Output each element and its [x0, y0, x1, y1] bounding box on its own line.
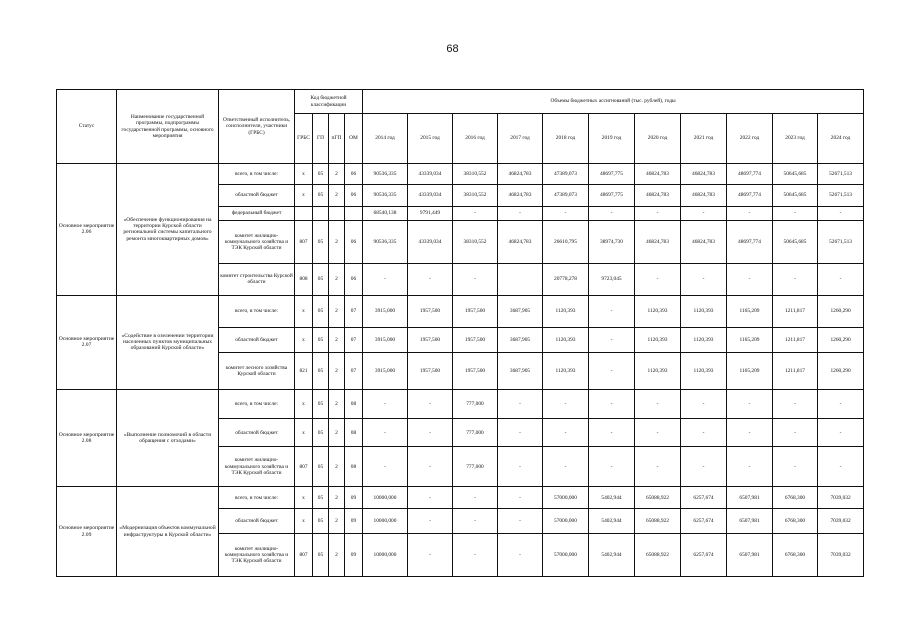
value-cell: - — [773, 447, 818, 487]
value-cell: - — [727, 389, 773, 419]
code-cell-gp: 05 — [313, 419, 329, 447]
code-cell-om: 08 — [345, 447, 363, 487]
value-cell: 48697,774 — [727, 164, 773, 185]
header-status: Статус — [57, 90, 117, 164]
value-cell: - — [635, 419, 681, 447]
value-cell: 1957,500 — [453, 295, 498, 327]
code-cell-gp: 05 — [313, 508, 329, 534]
value-cell: - — [727, 447, 773, 487]
header-year: 2016 год — [453, 114, 498, 164]
table-row — [57, 295, 864, 327]
code-cell-gp: 05 — [313, 447, 329, 487]
code-cell-pgp: 2 — [329, 327, 345, 353]
budget-allocation-table — [56, 89, 864, 577]
value-cell: 3915,000 — [363, 295, 408, 327]
value-cell: 46824,783 — [635, 221, 681, 264]
code-cell-gp: 05 — [313, 185, 329, 206]
value-cell: - — [773, 419, 818, 447]
code-cell-om: 07 — [345, 353, 363, 389]
value-cell: - — [818, 389, 864, 419]
code-cell-om: 07 — [345, 327, 363, 353]
value-cell: - — [453, 534, 498, 577]
value-cell: - — [681, 264, 727, 296]
code-cell-gp: 05 — [313, 534, 329, 577]
value-cell: 5402,944 — [589, 487, 635, 508]
value-cell: 3687,905 — [498, 327, 543, 353]
value-cell: - — [408, 534, 453, 577]
value-cell: - — [681, 206, 727, 221]
value-cell: 48697,774 — [727, 221, 773, 264]
code-cell-om: 06 — [345, 164, 363, 185]
value-cell: - — [408, 264, 453, 296]
code-cell-pgp: 2 — [329, 487, 345, 508]
value-cell: 48697,774 — [727, 185, 773, 206]
value-cell: - — [543, 206, 589, 221]
executor-cell: федеральный бюджет — [219, 206, 295, 221]
value-cell: - — [453, 487, 498, 508]
value-cell: 52671,513 — [818, 221, 864, 264]
value-cell: - — [498, 534, 543, 577]
header-year: 2015 год — [408, 114, 453, 164]
value-cell: 7039,032 — [818, 534, 864, 577]
code-cell-pgp — [329, 206, 345, 221]
executor-cell: комитет лесного хозяйства Курской области — [219, 353, 295, 389]
measure-name-cell: «Модернизация объектов коммунальной инфраструктуры в Курской области» — [117, 487, 219, 577]
value-cell: 90536,335 — [363, 185, 408, 206]
status-cell: Основное мероприятие 2.09 — [57, 487, 117, 577]
code-cell-gp: 05 — [313, 389, 329, 419]
value-cell: 38310,552 — [453, 164, 498, 185]
code-cell-pgp: 2 — [329, 185, 345, 206]
executor-cell: областной бюджет — [219, 419, 295, 447]
header-name: Наименование государственной программы, подпрограммы государственной программы, основного мероприятия — [117, 90, 219, 164]
value-cell: 65088,922 — [635, 508, 681, 534]
value-cell: 5402,944 — [589, 508, 635, 534]
value-cell: 65088,922 — [635, 487, 681, 508]
code-cell-om: 09 — [345, 508, 363, 534]
value-cell: 1165,209 — [727, 353, 773, 389]
code-cell-grbs: х — [295, 295, 313, 327]
value-cell: - — [589, 389, 635, 419]
value-cell: 38310,552 — [453, 221, 498, 264]
value-cell: - — [635, 389, 681, 419]
value-cell: - — [408, 447, 453, 487]
code-cell-pgp: 2 — [329, 221, 345, 264]
value-cell: 46824,783 — [498, 221, 543, 264]
executor-cell: областной бюджет — [219, 327, 295, 353]
value-cell: 20778,278 — [543, 264, 589, 296]
code-cell-om: 09 — [345, 487, 363, 508]
value-cell: 1120,393 — [543, 353, 589, 389]
header-code-col: пГП — [329, 114, 345, 164]
value-cell: 10000,000 — [363, 508, 408, 534]
value-cell: - — [498, 487, 543, 508]
value-cell: 6257,674 — [681, 487, 727, 508]
value-cell: 9723,045 — [589, 264, 635, 296]
code-cell-gp: 05 — [313, 221, 329, 264]
header-year: 2023 год — [773, 114, 818, 164]
value-cell: 1260,290 — [818, 327, 864, 353]
value-cell: 6768,300 — [773, 487, 818, 508]
header-code-group: Код бюджетной классификации — [295, 90, 363, 114]
executor-cell: всего, в том числе: — [219, 164, 295, 185]
executor-cell: областной бюджет — [219, 508, 295, 534]
value-cell: 1165,209 — [727, 295, 773, 327]
header-code-col: ГП — [313, 114, 329, 164]
code-cell-gp: 05 — [313, 487, 329, 508]
value-cell: - — [727, 419, 773, 447]
code-cell-om — [345, 206, 363, 221]
value-cell: 47389,073 — [543, 164, 589, 185]
value-cell: 46824,783 — [635, 164, 681, 185]
value-cell: - — [589, 419, 635, 447]
value-cell: - — [363, 419, 408, 447]
value-cell: 46824,783 — [681, 185, 727, 206]
value-cell: 1120,393 — [635, 353, 681, 389]
code-cell-pgp: 2 — [329, 419, 345, 447]
code-cell-om: 06 — [345, 264, 363, 296]
value-cell: 6768,300 — [773, 534, 818, 577]
value-cell: 6257,674 — [681, 508, 727, 534]
value-cell: 50645,685 — [773, 221, 818, 264]
code-cell-pgp: 2 — [329, 295, 345, 327]
value-cell: 1120,393 — [543, 295, 589, 327]
value-cell: - — [818, 264, 864, 296]
code-cell-grbs: х — [295, 164, 313, 185]
code-cell-grbs: 807 — [295, 221, 313, 264]
value-cell: 1120,393 — [681, 327, 727, 353]
code-cell-pgp: 2 — [329, 508, 345, 534]
value-cell: - — [363, 264, 408, 296]
value-cell: 1120,393 — [543, 327, 589, 353]
code-cell-om: 08 — [345, 389, 363, 419]
value-cell: 6507,981 — [727, 534, 773, 577]
value-cell: 43339,034 — [408, 221, 453, 264]
value-cell: - — [727, 206, 773, 221]
value-cell: - — [589, 295, 635, 327]
value-cell: 9791,449 — [408, 206, 453, 221]
table-row — [57, 389, 864, 419]
value-cell: - — [681, 389, 727, 419]
executor-cell: комитет жилищно-коммунального хозяйства и ТЭК Курской области — [219, 447, 295, 487]
value-cell: - — [773, 389, 818, 419]
value-cell: - — [635, 264, 681, 296]
value-cell: - — [543, 447, 589, 487]
value-cell: 38310,552 — [453, 185, 498, 206]
value-cell: 52671,513 — [818, 164, 864, 185]
value-cell: - — [498, 508, 543, 534]
code-cell-grbs: х — [295, 185, 313, 206]
value-cell: - — [681, 447, 727, 487]
value-cell: 7039,032 — [818, 508, 864, 534]
table-row — [57, 164, 864, 185]
header-year: 2021 год — [681, 114, 727, 164]
value-cell: - — [589, 353, 635, 389]
value-cell: 43339,034 — [408, 164, 453, 185]
code-cell-grbs: х — [295, 508, 313, 534]
value-cell: 1120,393 — [681, 353, 727, 389]
value-cell: - — [498, 206, 543, 221]
value-cell: - — [408, 419, 453, 447]
code-cell-grbs: 808 — [295, 264, 313, 296]
value-cell: 1957,500 — [453, 353, 498, 389]
value-cell: 68540,138 — [363, 206, 408, 221]
value-cell: 46824,783 — [681, 221, 727, 264]
value-cell: - — [363, 389, 408, 419]
code-cell-grbs: х — [295, 327, 313, 353]
value-cell: - — [589, 206, 635, 221]
code-cell-pgp: 2 — [329, 447, 345, 487]
value-cell: 38974,730 — [589, 221, 635, 264]
executor-cell: комитет жилищно-коммунального хозяйства и ТЭК Курской области — [219, 221, 295, 264]
value-cell: 3687,905 — [498, 295, 543, 327]
value-cell: 1957,500 — [408, 295, 453, 327]
value-cell: 3915,000 — [363, 353, 408, 389]
measure-name-cell: «Выполнение полномочий в области обращения с отходами» — [117, 389, 219, 487]
value-cell: 777,000 — [453, 447, 498, 487]
code-cell-gp: 05 — [313, 353, 329, 389]
value-cell: 1260,290 — [818, 295, 864, 327]
code-cell-om: 08 — [345, 419, 363, 447]
value-cell: 1957,500 — [408, 327, 453, 353]
value-cell: 46824,783 — [681, 164, 727, 185]
value-cell: - — [408, 389, 453, 419]
code-cell-gp: 05 — [313, 295, 329, 327]
value-cell: - — [818, 206, 864, 221]
value-cell: 1211,817 — [773, 295, 818, 327]
value-cell: 1120,393 — [635, 295, 681, 327]
code-cell-pgp: 2 — [329, 264, 345, 296]
code-cell-pgp: 2 — [329, 389, 345, 419]
value-cell: 3687,905 — [498, 353, 543, 389]
executor-cell: комитет жилищно-коммунального хозяйства и ТЭК Курской области — [219, 534, 295, 577]
value-cell: 6768,300 — [773, 508, 818, 534]
value-cell: - — [543, 419, 589, 447]
value-cell: - — [818, 447, 864, 487]
code-cell-gp: 05 — [313, 164, 329, 185]
value-cell — [498, 264, 543, 296]
value-cell: 90536,335 — [363, 164, 408, 185]
value-cell: 46824,783 — [498, 164, 543, 185]
code-cell-grbs: х — [295, 389, 313, 419]
value-cell: 777,000 — [453, 389, 498, 419]
header-year: 2018 год — [543, 114, 589, 164]
value-cell: 10000,000 — [363, 534, 408, 577]
value-cell: - — [453, 264, 498, 296]
code-cell-om: 09 — [345, 534, 363, 577]
value-cell: - — [453, 508, 498, 534]
value-cell: 43339,034 — [408, 185, 453, 206]
value-cell: 6507,981 — [727, 487, 773, 508]
value-cell: - — [773, 264, 818, 296]
value-cell: 26610,795 — [543, 221, 589, 264]
header-year: 2014 год — [363, 114, 408, 164]
header-year: 2017 год — [498, 114, 543, 164]
header-volume-group: Объемы бюджетных ассигнований (тыс. рублей), годы — [363, 90, 864, 114]
code-cell-om: 06 — [345, 185, 363, 206]
value-cell: 90536,335 — [363, 221, 408, 264]
header-code-col: ОМ — [345, 114, 363, 164]
value-cell: 57000,000 — [543, 534, 589, 577]
code-cell-pgp: 2 — [329, 353, 345, 389]
header-year: 2019 год — [589, 114, 635, 164]
value-cell: 1260,290 — [818, 353, 864, 389]
value-cell: - — [818, 419, 864, 447]
code-cell-pgp: 2 — [329, 164, 345, 185]
header-code-col: ГРБС — [295, 114, 313, 164]
value-cell: 777,000 — [453, 419, 498, 447]
value-cell: - — [363, 447, 408, 487]
value-cell: 50645,685 — [773, 164, 818, 185]
value-cell: 6507,981 — [727, 508, 773, 534]
value-cell: - — [543, 389, 589, 419]
value-cell: - — [453, 206, 498, 221]
value-cell: 1211,817 — [773, 327, 818, 353]
code-cell-om: 06 — [345, 221, 363, 264]
value-cell: - — [589, 327, 635, 353]
measure-name-cell: «Обеспечение функционирования на территории Курской области региональной системы капитального ремонта многоквартирных домов» — [117, 164, 219, 296]
header-executor: Ответственный исполнитель, соисполнители, участники (ГРБС) — [219, 90, 295, 164]
executor-cell: областной бюджет — [219, 185, 295, 206]
code-cell-grbs: 807 — [295, 447, 313, 487]
value-cell: 1120,393 — [635, 327, 681, 353]
code-cell-grbs: х — [295, 487, 313, 508]
measure-name-cell: «Содействие в озеленении территории населенных пунктов муниципальных образований Курской области» — [117, 295, 219, 389]
code-cell-pgp: 2 — [329, 534, 345, 577]
value-cell: - — [498, 419, 543, 447]
value-cell: 46824,783 — [498, 185, 543, 206]
value-cell: 48697,775 — [589, 185, 635, 206]
value-cell: 57000,000 — [543, 487, 589, 508]
code-cell-gp — [313, 206, 329, 221]
value-cell: - — [408, 508, 453, 534]
status-cell: Основное мероприятие 2.06 — [57, 164, 117, 296]
value-cell: 47389,073 — [543, 185, 589, 206]
executor-cell: всего, в том числе: — [219, 487, 295, 508]
executor-cell: всего, в том числе: — [219, 295, 295, 327]
code-cell-grbs — [295, 206, 313, 221]
code-cell-gp: 05 — [313, 264, 329, 296]
value-cell: 10000,000 — [363, 487, 408, 508]
value-cell: - — [589, 447, 635, 487]
executor-cell: всего, в том числе: — [219, 389, 295, 419]
value-cell: - — [773, 206, 818, 221]
code-cell-grbs: 807 — [295, 534, 313, 577]
value-cell: 1957,500 — [408, 353, 453, 389]
header-year: 2024 год — [818, 114, 864, 164]
value-cell: - — [635, 447, 681, 487]
value-cell: 3915,000 — [363, 327, 408, 353]
code-cell-om: 07 — [345, 295, 363, 327]
value-cell: - — [498, 389, 543, 419]
code-cell-grbs: 821 — [295, 353, 313, 389]
status-cell: Основное мероприятие 2.08 — [57, 389, 117, 487]
value-cell: - — [727, 264, 773, 296]
header-year: 2020 год — [635, 114, 681, 164]
value-cell: 1957,500 — [453, 327, 498, 353]
value-cell: 50645,685 — [773, 185, 818, 206]
page-number: 68 — [446, 43, 459, 55]
value-cell: 6257,674 — [681, 534, 727, 577]
value-cell: 57000,000 — [543, 508, 589, 534]
value-cell: 48697,775 — [589, 164, 635, 185]
value-cell: 46824,783 — [635, 185, 681, 206]
value-cell: 65088,922 — [635, 534, 681, 577]
header-year: 2022 год — [727, 114, 773, 164]
value-cell: 52671,513 — [818, 185, 864, 206]
value-cell: 7039,032 — [818, 487, 864, 508]
value-cell: 1165,209 — [727, 327, 773, 353]
code-cell-gp: 05 — [313, 327, 329, 353]
table-row — [57, 487, 864, 508]
value-cell: - — [635, 206, 681, 221]
value-cell: - — [681, 419, 727, 447]
value-cell: - — [498, 447, 543, 487]
code-cell-grbs: х — [295, 419, 313, 447]
value-cell: 1120,393 — [681, 295, 727, 327]
value-cell: 1211,817 — [773, 353, 818, 389]
value-cell: - — [408, 487, 453, 508]
value-cell: 5402,944 — [589, 534, 635, 577]
executor-cell: комитет строительства Курской области — [219, 264, 295, 296]
status-cell: Основное мероприятие 2.07 — [57, 295, 117, 389]
